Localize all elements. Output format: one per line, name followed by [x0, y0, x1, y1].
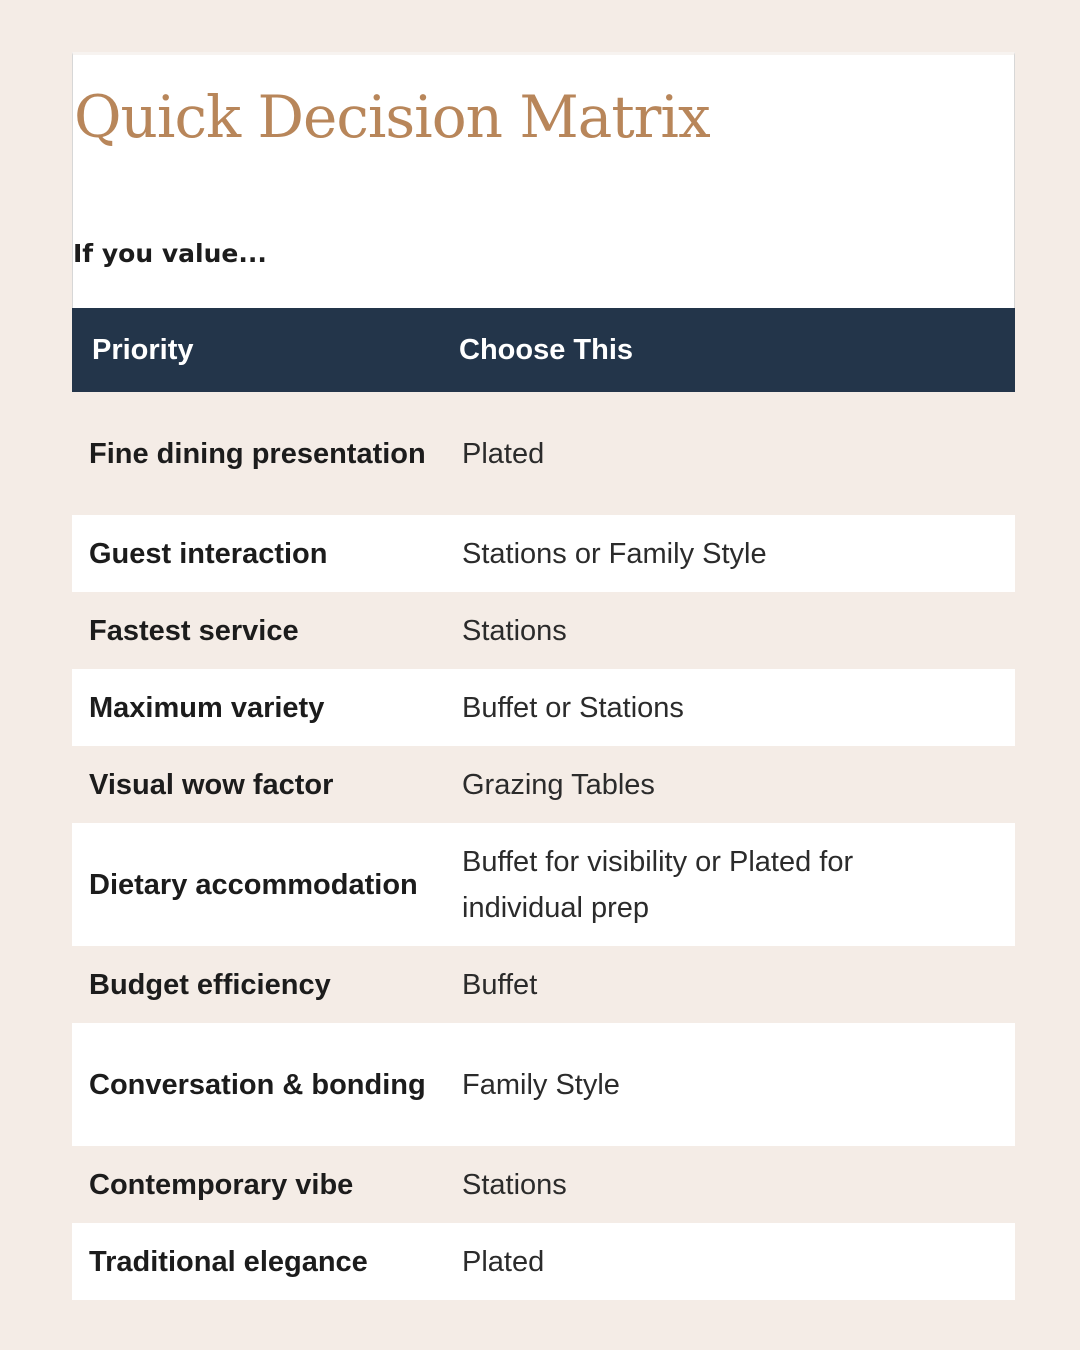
- intro-text: If you value...: [73, 239, 267, 268]
- priority-cell: Fine dining presentation: [89, 437, 426, 470]
- priority-cell: Fastest service: [89, 614, 299, 647]
- priority-cell: Traditional elegance: [89, 1245, 368, 1278]
- choice-cell: Buffet for visibility or Plated for individual prep: [462, 845, 854, 924]
- table-row: [72, 946, 1015, 1023]
- choice-cell: Plated: [462, 1245, 545, 1278]
- table-row: [72, 1223, 1015, 1300]
- table-row: [72, 1023, 1015, 1146]
- page-title: Quick Decision Matrix: [74, 83, 710, 151]
- choice-cell: Plated: [462, 437, 545, 470]
- table-row: [72, 392, 1015, 515]
- decision-matrix-card: [72, 52, 1015, 1298]
- column-header-priority: Priority: [92, 334, 194, 366]
- choice-cell: Stations or Family Style: [462, 537, 767, 570]
- choice-cell: Grazing Tables: [462, 768, 655, 801]
- priority-cell: Contemporary vibe: [89, 1168, 354, 1201]
- priority-cell: Guest interaction: [89, 537, 328, 570]
- table-row: [72, 746, 1015, 823]
- choice-cell: Stations: [462, 1168, 567, 1201]
- table-row: [72, 1146, 1015, 1223]
- decision-matrix-table: [72, 308, 1015, 1300]
- choice-cell: Buffet or Stations: [462, 691, 684, 724]
- table-header: [72, 308, 1015, 392]
- choice-cell: Family Style: [462, 1068, 620, 1101]
- priority-cell: Budget efficiency: [89, 968, 331, 1001]
- choice-cell: Stations: [462, 614, 567, 647]
- priority-cell: Visual wow factor: [89, 768, 334, 801]
- table-body: [72, 392, 1015, 1300]
- table-row: [72, 669, 1015, 746]
- priority-cell: Conversation & bonding: [89, 1068, 426, 1101]
- choice-cell: Buffet: [462, 968, 538, 1001]
- table-row: [72, 515, 1015, 592]
- priority-cell: Maximum variety: [89, 691, 325, 724]
- column-header-choose-this: Choose This: [459, 334, 634, 366]
- table-row: [72, 823, 1015, 946]
- table-header-row: [72, 308, 1015, 392]
- table-row: [72, 592, 1015, 669]
- priority-cell: Dietary accommodation: [89, 868, 418, 901]
